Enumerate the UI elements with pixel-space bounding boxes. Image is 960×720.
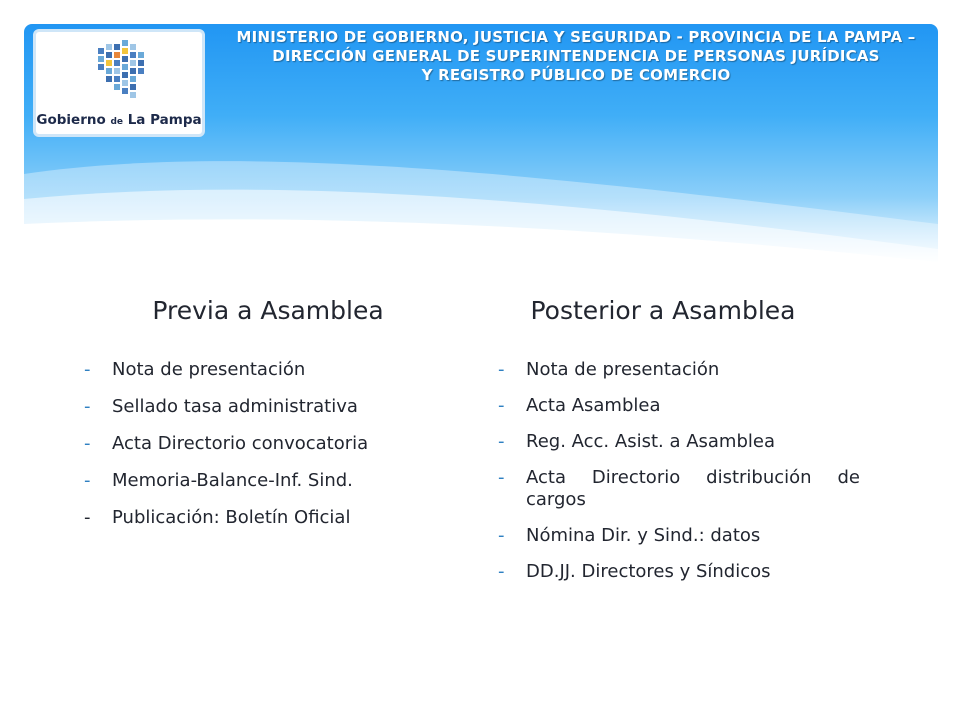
list-item — [498, 395, 868, 417]
list-item-text: DD.JJ. Directores y Síndicos — [526, 561, 771, 582]
list-item-text: Nota de presentación — [112, 359, 306, 380]
right-column-list — [498, 359, 868, 583]
header-title-line-2: DIRECCIÓN GENERAL DE SUPERINTENDENCIA DE PERSONAS JURÍDICAS — [272, 47, 880, 65]
list-item — [498, 525, 868, 547]
logo-text-de: de — [110, 117, 123, 127]
left-column — [84, 296, 444, 544]
left-column-list — [84, 359, 444, 529]
dash-bullet: - — [84, 470, 91, 491]
list-item — [498, 561, 868, 583]
header-title-line-3: Y REGISTRO PÚBLICO DE COMERCIO — [421, 66, 731, 84]
list-item — [84, 396, 444, 418]
list-item — [498, 359, 868, 381]
la-pampa-mosaic-icon — [94, 40, 146, 108]
list-item-text: Acta Directorio distribución de cargos — [526, 467, 860, 510]
list-item-text: Acta Directorio convocatoria — [112, 433, 369, 454]
list-item — [84, 470, 444, 492]
list-item-text: Reg. Acc. Asist. a Asamblea — [526, 431, 775, 452]
dash-bullet: - — [498, 467, 505, 488]
gobierno-la-pampa-logo — [36, 32, 202, 134]
right-column-heading: Posterior a Asamblea — [530, 296, 796, 325]
list-item — [84, 507, 444, 529]
dash-bullet: - — [84, 359, 91, 380]
list-item — [498, 467, 868, 511]
logo-text-la-pampa: La Pampa — [127, 112, 202, 128]
logo-text-gobierno: Gobierno — [36, 112, 106, 128]
dash-bullet: - — [84, 507, 91, 528]
dash-bullet: - — [498, 431, 505, 452]
list-item-text: Memoria-Balance-Inf. Sind. — [112, 470, 353, 491]
header-title-line-1: MINISTERIO DE GOBIERNO, JUSTICIA Y SEGURIDAD - PROVINCIA DE LA PAMPA – — [236, 28, 916, 46]
list-item — [84, 359, 444, 381]
left-column-heading: Previa a Asamblea — [152, 296, 384, 325]
list-item-text: Acta Asamblea — [526, 395, 661, 416]
dash-bullet: - — [498, 525, 505, 546]
list-item-text: Nómina Dir. y Sind.: datos — [526, 525, 761, 546]
list-item — [84, 433, 444, 455]
list-item — [498, 431, 868, 453]
list-item-text: Nota de presentación — [526, 359, 720, 380]
list-item-text: Publicación: Boletín Oficial — [112, 507, 351, 528]
dash-bullet: - — [498, 561, 505, 582]
dash-bullet: - — [84, 433, 91, 454]
dash-bullet: - — [498, 359, 505, 380]
right-column — [498, 296, 868, 597]
list-item-text: Sellado tasa administrativa — [112, 396, 358, 417]
logo-text — [36, 112, 202, 128]
dash-bullet: - — [84, 396, 91, 417]
header-title — [214, 28, 938, 85]
dash-bullet: - — [498, 395, 505, 416]
